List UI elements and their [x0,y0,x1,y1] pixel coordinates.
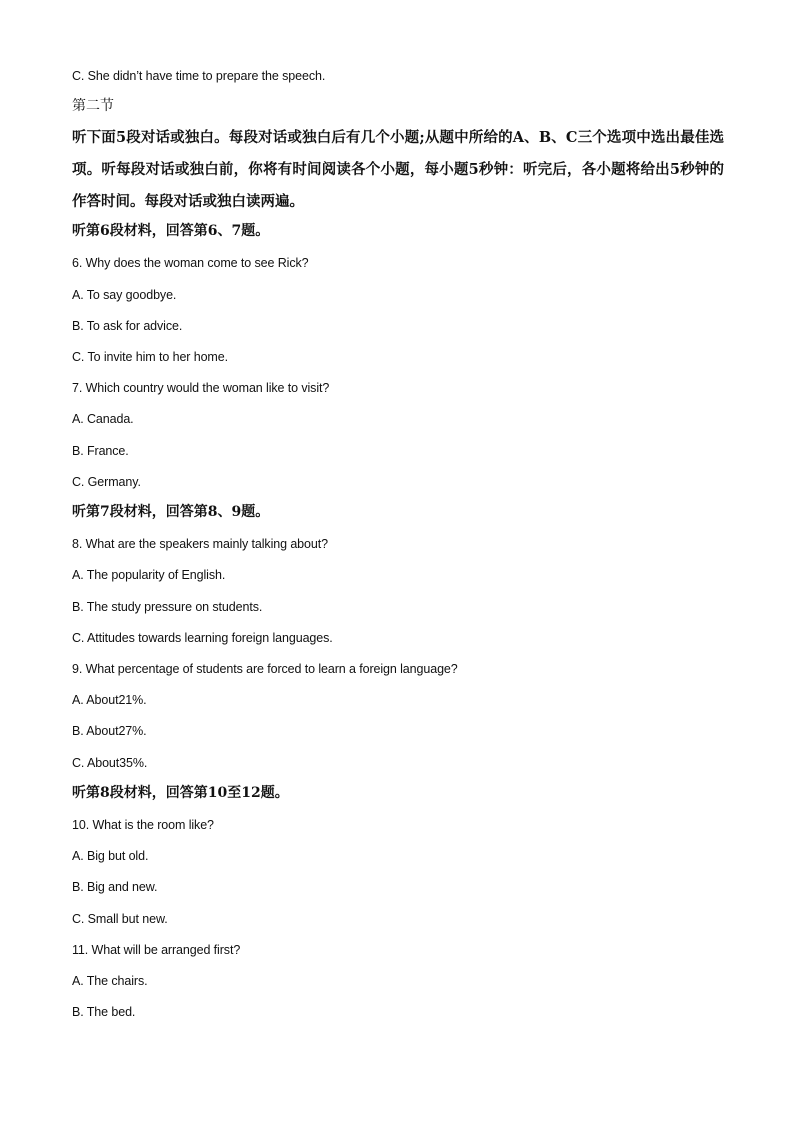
question-9-option-c: C. About35%. [72,756,148,770]
material-6-heading: 听第6段材料，回答第6、7题。 [72,223,270,239]
material-7-heading: 听第7段材料，回答第8、9题。 [72,504,270,520]
question-7-option-a: A. Canada. [72,412,134,426]
question-11-option-a: A. The chairs. [72,974,148,988]
question-9: 9. What percentage of students are forced to learn a foreign language? [72,662,458,676]
question-5-option-c: C. She didn’t have time to prepare the speech. [72,69,326,83]
question-9-option-b: B. About27%. [72,724,147,738]
question-9-option-a: A. About21%. [72,693,147,707]
question-10-option-b: B. Big and new. [72,880,158,894]
question-10-option-a: A. Big but old. [72,849,149,863]
question-7-option-b: B. France. [72,444,129,458]
question-10: 10. What is the room like? [72,818,214,832]
section-instructions: 听下面5段对话或独白。每段对话或独白后有几个小题;从题中所给的A、B、C三个选项中选出最佳选项。听每段对话或独白前，你将有时间阅读各个小题，每小题5秒钟：听完后，各小题将给出5秒钟的作答时间。每段对话或独白读两遍。 [72,129,724,210]
question-10-option-c: C. Small but new. [72,912,168,926]
question-6-option-b: B. To ask for advice. [72,319,183,333]
question-6-option-a: A. To say goodbye. [72,288,177,302]
question-11-option-b: B. The bed. [72,1005,136,1019]
question-11: 11. What will be arranged first? [72,943,241,957]
question-8-option-b: B. The study pressure on students. [72,600,263,614]
question-6: 6. Why does the woman come to see Rick? [72,256,309,270]
question-8-option-a: A. The popularity of English. [72,568,226,582]
question-8: 8. What are the speakers mainly talking about? [72,537,328,551]
question-6-option-c: C. To invite him to her home. [72,350,228,364]
question-7: 7. Which country would the woman like to visit? [72,381,330,395]
material-8-heading: 听第8段材料，回答第10至12题。 [72,785,289,801]
section-title: 第二节 [72,98,114,114]
question-7-option-c: C. Germany. [72,475,141,489]
question-8-option-c: C. Attitudes towards learning foreign languages. [72,631,333,645]
